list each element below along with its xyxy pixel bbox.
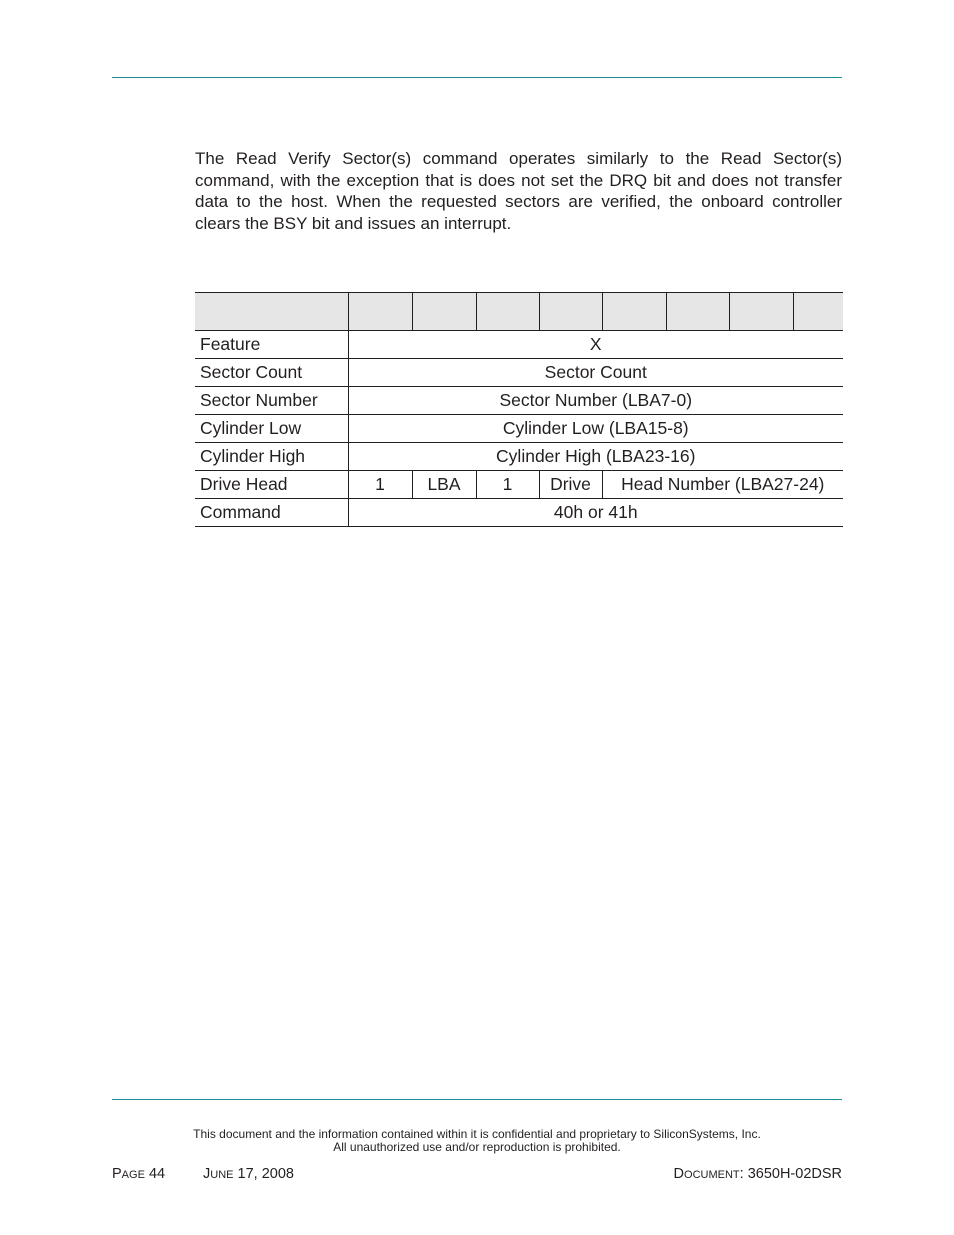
table-row xyxy=(195,499,843,527)
header-cell xyxy=(539,293,602,331)
header-cell xyxy=(348,293,412,331)
confidentiality-notice xyxy=(112,1128,842,1153)
row-label: Cylinder High xyxy=(195,443,348,471)
doc-label-rest: OCUMENT xyxy=(684,1169,740,1181)
document-number xyxy=(674,1166,842,1182)
header-cell xyxy=(666,293,729,331)
row-label: Drive Head xyxy=(195,471,348,499)
row-label: Feature xyxy=(195,331,348,359)
head-number-cell: Head Number (LBA27-24) xyxy=(602,471,843,499)
header-rule xyxy=(112,77,842,78)
doc-number-value: : 3650H-02DSR xyxy=(739,1166,842,1182)
header-cell xyxy=(476,293,539,331)
table-row xyxy=(195,359,843,387)
table-row xyxy=(195,415,843,443)
body-paragraph: The Read Verify Sector(s) command operates similarly to the Read Sector(s) command, with the exception that is does not set the DRQ bit and does not transfer data to the host. When the requested sectors are verified, the onboard controller clears the BSY bit and issues an interrupt. xyxy=(195,149,842,233)
row-value: Sector Number (LBA7-0) xyxy=(348,387,843,415)
confidentiality-line: This document and the information contained within it is confidential and proprietary to SiliconSystems, Inc. xyxy=(193,1127,761,1141)
bit-cell: Drive xyxy=(539,471,602,499)
bit-cell: 1 xyxy=(476,471,539,499)
row-value: Sector Count xyxy=(348,359,843,387)
header-cell xyxy=(602,293,666,331)
register-table xyxy=(195,292,843,527)
date-initial: J xyxy=(203,1166,211,1182)
page-label-initial: P xyxy=(112,1166,122,1182)
row-value: Cylinder Low (LBA15-8) xyxy=(348,415,843,443)
row-value: X xyxy=(348,331,843,359)
date-value: 17, 2008 xyxy=(237,1166,294,1182)
table-row xyxy=(195,443,843,471)
header-cell xyxy=(195,293,348,331)
table-row xyxy=(195,471,843,499)
row-label: Sector Count xyxy=(195,359,348,387)
header-cell xyxy=(793,293,843,331)
page-number-value: 44 xyxy=(148,1166,166,1182)
header-cell xyxy=(412,293,476,331)
page-number xyxy=(112,1166,165,1182)
confidentiality-line: All unauthorized use and/or reproduction is prohibited. xyxy=(333,1139,621,1154)
doc-label-initial: D xyxy=(673,1166,685,1182)
document-date xyxy=(203,1166,294,1182)
table-header-row xyxy=(195,293,843,331)
bit-cell: LBA xyxy=(412,471,476,499)
row-label: Command xyxy=(195,499,348,527)
bit-cell: 1 xyxy=(348,471,412,499)
footer-rule xyxy=(112,1099,842,1100)
row-label: Cylinder Low xyxy=(195,415,348,443)
row-label: Sector Number xyxy=(195,387,348,415)
header-cell xyxy=(729,293,793,331)
page-label-rest: AGE xyxy=(121,1169,145,1181)
row-value: Cylinder High (LBA23-16) xyxy=(348,443,843,471)
table-row xyxy=(195,387,843,415)
table-row xyxy=(195,331,843,359)
date-month-rest: UNE xyxy=(210,1169,234,1181)
row-value: 40h or 41h xyxy=(348,499,843,527)
